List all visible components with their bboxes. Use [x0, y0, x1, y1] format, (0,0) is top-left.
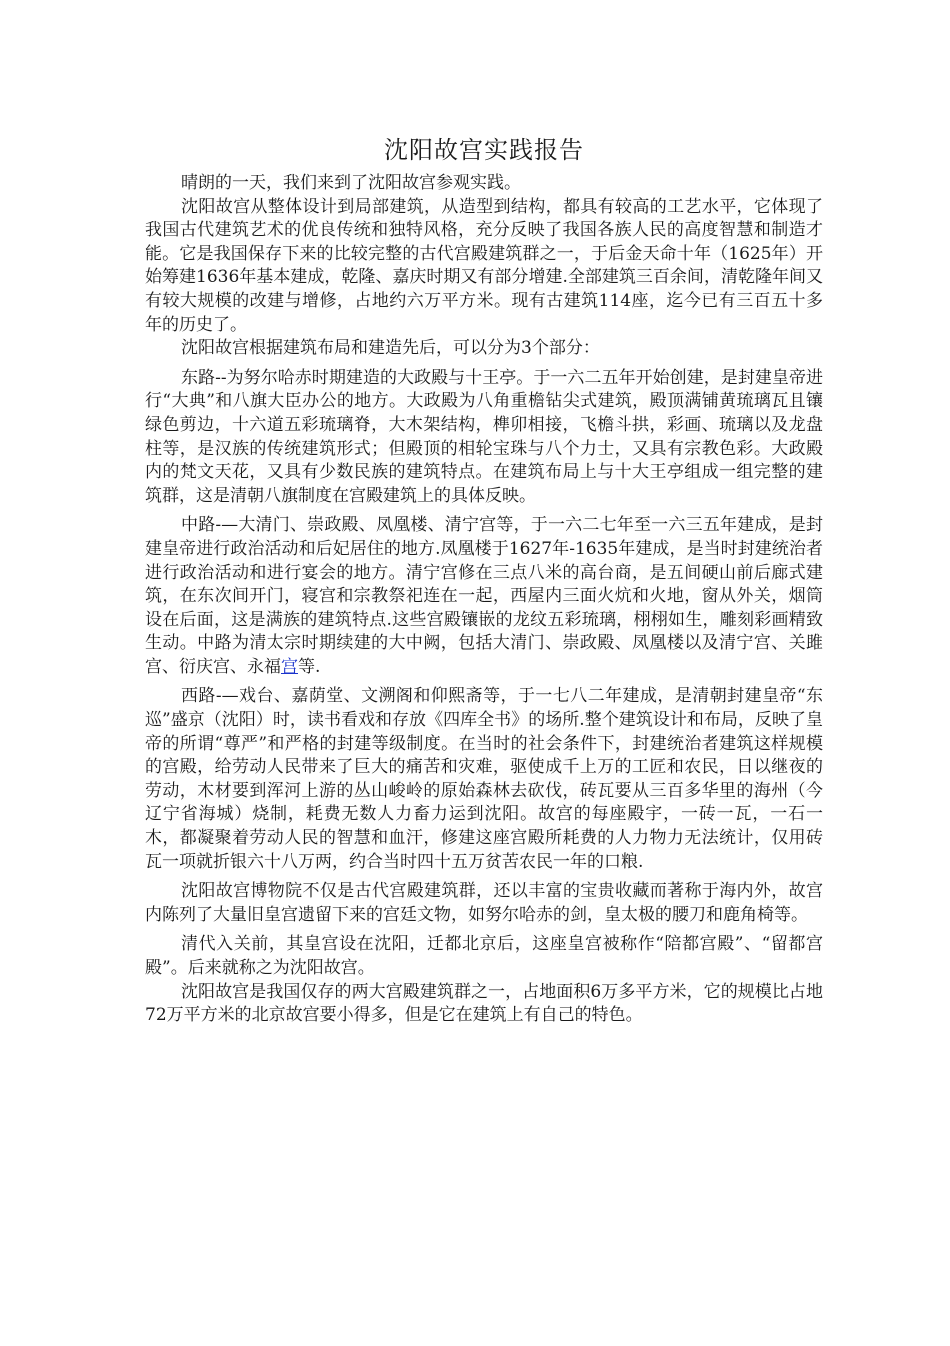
paragraph-museum: 沈阳故宫博物院不仅是古代宫殿建筑群，还以丰富的宝贵收藏而著称于海内外，故宫内陈列了大量旧皇宫遗留下来的宫廷文物，如努尔哈赤的剑，皇太极的腰刀和鹿角椅等。 — [145, 881, 823, 925]
paragraph-middle-route — [145, 514, 823, 679]
paragraph-west-route: 西路-—戏台、嘉荫堂、文溯阁和仰熙斋等，于一七八二年建成，是清朝封建皇帝“东巡”盛京（沈阳）时，读书看戏和存放《四库全书》的场所.整个建筑设计和布局，反映了皇帝的所谓“尊严”和严格的封建等级制度。在当时的社会条件下，封建统治者建筑这样规模的宫殿，给劳动人民带来了巨大的痛苦和灾难，驱使成千上万的工匠和农民，日以继夜的劳动，木材要到浑河上游的丛山峻岭的原始森林去砍伐，砖瓦要从三百多华里的海州（今辽宁省海城）烧制，耗费无数人力畜力运到沈阳。故宫的每座殿宇，一砖一瓦，一石一木，都凝聚着劳动人民的智慧和血汗，修建这座宫殿所耗费的人力物力无法统计，仅用砖瓦一项就折银六十八万两，约合当时四十五万贫苦农民一年的口粮. — [145, 686, 823, 872]
middle-route-text-end: 等. — [298, 656, 321, 677]
paragraph-comparison: 沈阳故宫是我国仅存的两大宫殿建筑群之一，占地面积6万多平方米，它的规模比占地72万平方米的北京故宫要小得多，但是它在建筑上有自己的特色。 — [145, 981, 823, 1026]
middle-route-text: 中路-—大清门、崇政殿、凤凰楼、清宁宫等，于一六二七年至一六三五年建成，是封建皇帝进行政治活动和后妃居住的地方.凤凰楼于1627年-1635年建成，是当时封建统治者进行政治活动和进行宴会的地方。清宁宫修在三点八米的高台商，是五间硬山前后廊式建筑，在东次间开门，寝宫和宗教祭祀连在一起，西屋内三面火炕和火地，窗从外关，烟筒设在后面，这是满族的建筑特点.这些宫殿镶嵌的龙纹五彩琉璃，栩栩如生，雕刻彩画精致生动。中路为清太宗时期续建的大中阙，包括大清门、崇政殿、凤凰楼以及清宁宫、关雎宫、衍庆宫、永福 — [145, 515, 823, 677]
paragraph-east-route: 东路--为努尔哈赤时期建造的大政殿与十王亭。于一六二五年开始创建，是封建皇帝进行“大典”和八旗大臣办公的地方。大政殿为八角重檐钻尖式建筑，殿顶满铺黄琉璃瓦且镶绿色剪边，十六道五彩琉璃脊，大木架结构，榫卯相接，飞檐斗拱，彩画、琉璃以及龙盘柱等，是汉族的传统建筑形式；但殿顶的相轮宝珠与八个力士，又具有宗教色彩。大政殿内的梵文天花，又具有少数民族的建筑特点。在建筑布局上与十大王亭组成一组完整的建筑群，这是清朝八旗制度在宫殿建筑上的具体反映。 — [145, 367, 823, 506]
paragraph-sections: 沈阳故宫根据建筑布局和建造先后，可以分为3个部分： — [181, 338, 600, 359]
paragraph-intro: 晴朗的一天，我们来到了沈阳故宫参观实践。 — [181, 173, 521, 193]
document-body — [145, 128, 823, 1028]
palace-link[interactable]: 宫 — [281, 656, 298, 677]
document-title: 沈阳故宫实践报告 — [384, 136, 584, 164]
paragraph-history: 清代入关前，其皇宫设在沈阳，迁都北京后，这座皇宫被称作“陪都宫殿”、“留都宫殿”。后来就称之为沈阳故宫。 — [145, 934, 823, 978]
paragraph-overview: 沈阳故宫从整体设计到局部建筑，从造型到结构，都具有较高的工艺水平，它体现了我国古代建筑艺术的优良传统和独特风格，充分反映了我国各族人民的高度智慧和制造才能。它是我国保存下来的比较完整的古代宫殿建筑群之一，于后金天命十年（1625年）开始筹建1636年基本建成，乾隆、嘉庆时期又有部分增建.全部建筑三百余间，清乾隆年间又有较大规模的改建与增修，占地约六万平方米。现有古建筑114座，迄今已有三百五十多年的历史了。 — [145, 196, 823, 335]
